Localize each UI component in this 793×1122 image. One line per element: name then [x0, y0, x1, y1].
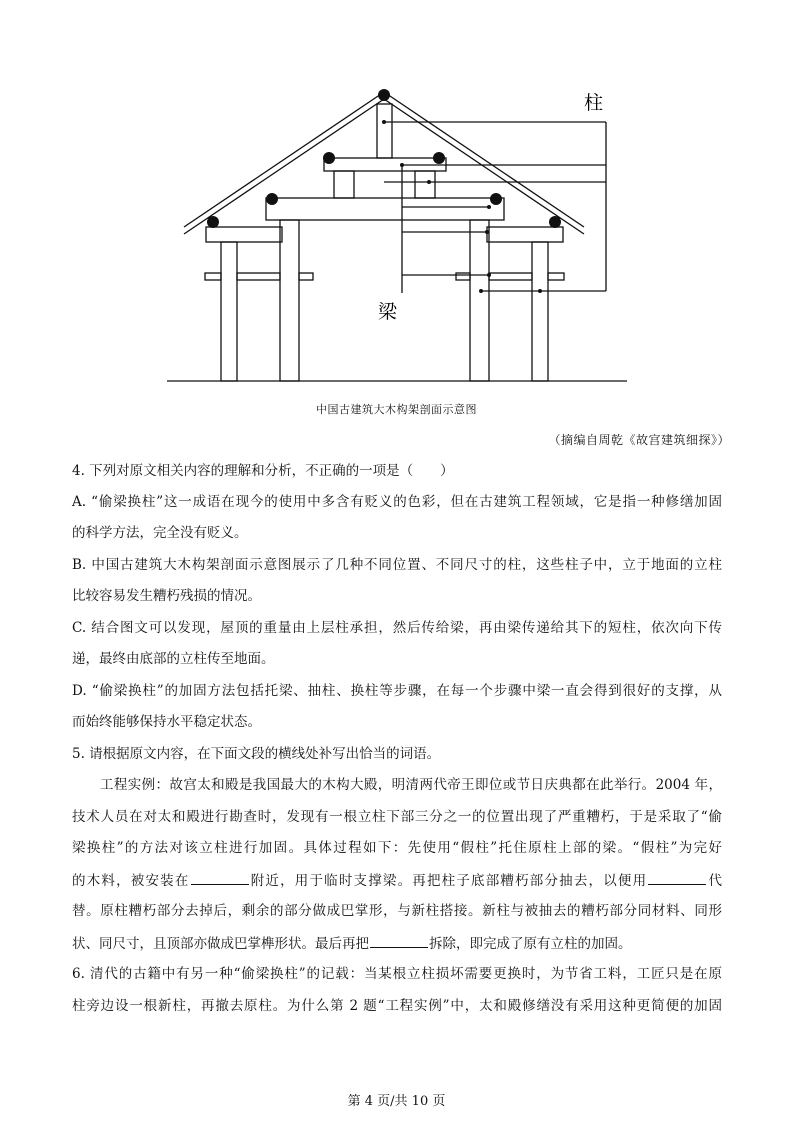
q5-stem: 5. 请根据原文内容，在下面文段的横线处补写出恰当的词语。	[72, 746, 441, 762]
purlin-left-mid	[266, 193, 278, 205]
q6-line1: 6. 清代的古籍中有另一种“偷梁换柱”的记载：当某根立柱损坏需要更换时，为节省工料，工匠只是在原	[72, 966, 722, 982]
q5-para-line1: 工程实例：故宫太和殿是我国最大的木构大殿，明清两代帝王即位或节日庆典都在此举行。2004 年，	[100, 777, 722, 793]
tie-right-outer	[548, 273, 564, 280]
short-column-left	[334, 171, 354, 198]
q4-option-a-line2: 的科学方法，完全没有贬义。	[72, 525, 248, 541]
q5-line6-part2: 拆除，即完成了原有立柱的加固。	[429, 936, 632, 952]
purlin-left-upper	[323, 152, 335, 164]
eave-beam-left	[206, 227, 282, 242]
q5-para-line4	[72, 871, 722, 890]
main-beam	[266, 198, 504, 220]
eave-beam-right	[487, 227, 563, 242]
q4-option-d-line2: 而始终能够保持水平稳定状态。	[72, 714, 261, 730]
figure-caption: 中国古建筑大木构架剖面示意图	[316, 403, 477, 416]
tie-left-inner	[299, 273, 313, 280]
q5-para-line6	[72, 934, 722, 953]
label-column: 柱	[584, 92, 604, 114]
roof-inner-line	[184, 99, 584, 234]
q4-stem: 4. 下列对原文相关内容的理解和分析，不正确的一项是（ ）	[72, 463, 454, 479]
q4-option-b-line1: B. 中国古建筑大木构架剖面示意图展示了几种不同位置、不同尺寸的柱，这些柱子中，立于地面的立柱	[72, 557, 722, 573]
roof-outer-line	[184, 92, 584, 227]
inner-column-left	[280, 220, 299, 381]
q5-para-line3: 梁换柱”的方法对该立柱进行加固。具体过程如下：先使用“假柱”托住原柱上部的梁。“假柱”为完好	[72, 840, 722, 856]
answer-blank-2[interactable]	[648, 871, 706, 885]
purlin-right-eave	[549, 216, 561, 228]
inner-column-right	[470, 220, 489, 381]
outer-column-right	[532, 242, 548, 381]
q5-line6-part1: 状、同尺寸，且顶部亦做成巴掌榫形状。最后再把	[72, 936, 369, 952]
q4-option-b-line2: 比较容易发生糟朽残损的情况。	[72, 588, 261, 604]
answer-blank-3[interactable]	[370, 934, 428, 948]
page-footer: 第 4 页/共 10 页	[347, 1094, 446, 1109]
q4-option-c-line1: C. 结合图文可以发现，屋顶的重量由上层柱承担，然后传给梁，再由梁传递给其下的短柱，依次向下传	[72, 620, 722, 636]
tie-left-outer	[205, 273, 221, 280]
q5-para-line2: 技术人员在对太和殿进行勘查时，发现有一根立柱下部三分之一的位置出现了严重糟朽，于是采取了“偷	[72, 809, 722, 825]
purlin-ridge	[378, 89, 390, 101]
purlin-left-eave	[207, 216, 219, 228]
q4-option-a-line1: A. “偷梁换柱”这一成语在现今的使用中多含有贬义的色彩，但在古建筑工程领域，它是指一种修缮加固	[72, 494, 722, 510]
answer-blank-1[interactable]	[191, 871, 249, 885]
q5-line4-part2: 附近，用于临时支撑梁。再把柱子底部糟朽部分抽去，以便用	[249, 873, 648, 889]
label-beam: 梁	[378, 301, 398, 323]
q5-para-line5: 替。原柱糟朽部分去掉后，剩余的部分做成巴掌形，与新柱搭接。新柱与被抽去的糟朽部分同材料、同形	[72, 903, 722, 919]
tie-right-mid	[489, 273, 532, 280]
outer-column-left	[221, 242, 237, 381]
short-column-right	[415, 171, 435, 198]
q4-option-d-line1: D. “偷梁换柱”的加固方法包括托梁、抽柱、换柱等步骤，在每一个步骤中梁一直会得到很好的支撑，从	[72, 683, 722, 699]
q4-option-c-line2: 递，最终由底部的立柱传至地面。	[72, 651, 275, 667]
q6-line2: 柱旁边设一根新柱，再撤去原柱。为什么第 2 题“工程实例”中，太和殿修缮没有采用这种更简便的加固	[72, 998, 722, 1014]
purlin-right-mid	[490, 193, 502, 205]
tie-right-inner	[456, 273, 470, 280]
king-post	[377, 104, 392, 158]
tie-left-mid	[237, 273, 280, 280]
q5-line4-part3: 代	[707, 873, 723, 889]
timber-frame-diagram	[0, 0, 793, 400]
purlin-right-upper	[433, 152, 445, 164]
q5-line4-part1: 的木料，被安装在	[72, 873, 190, 889]
figure-source: （摘编自周乾《故宫建筑细探》）	[548, 433, 730, 447]
